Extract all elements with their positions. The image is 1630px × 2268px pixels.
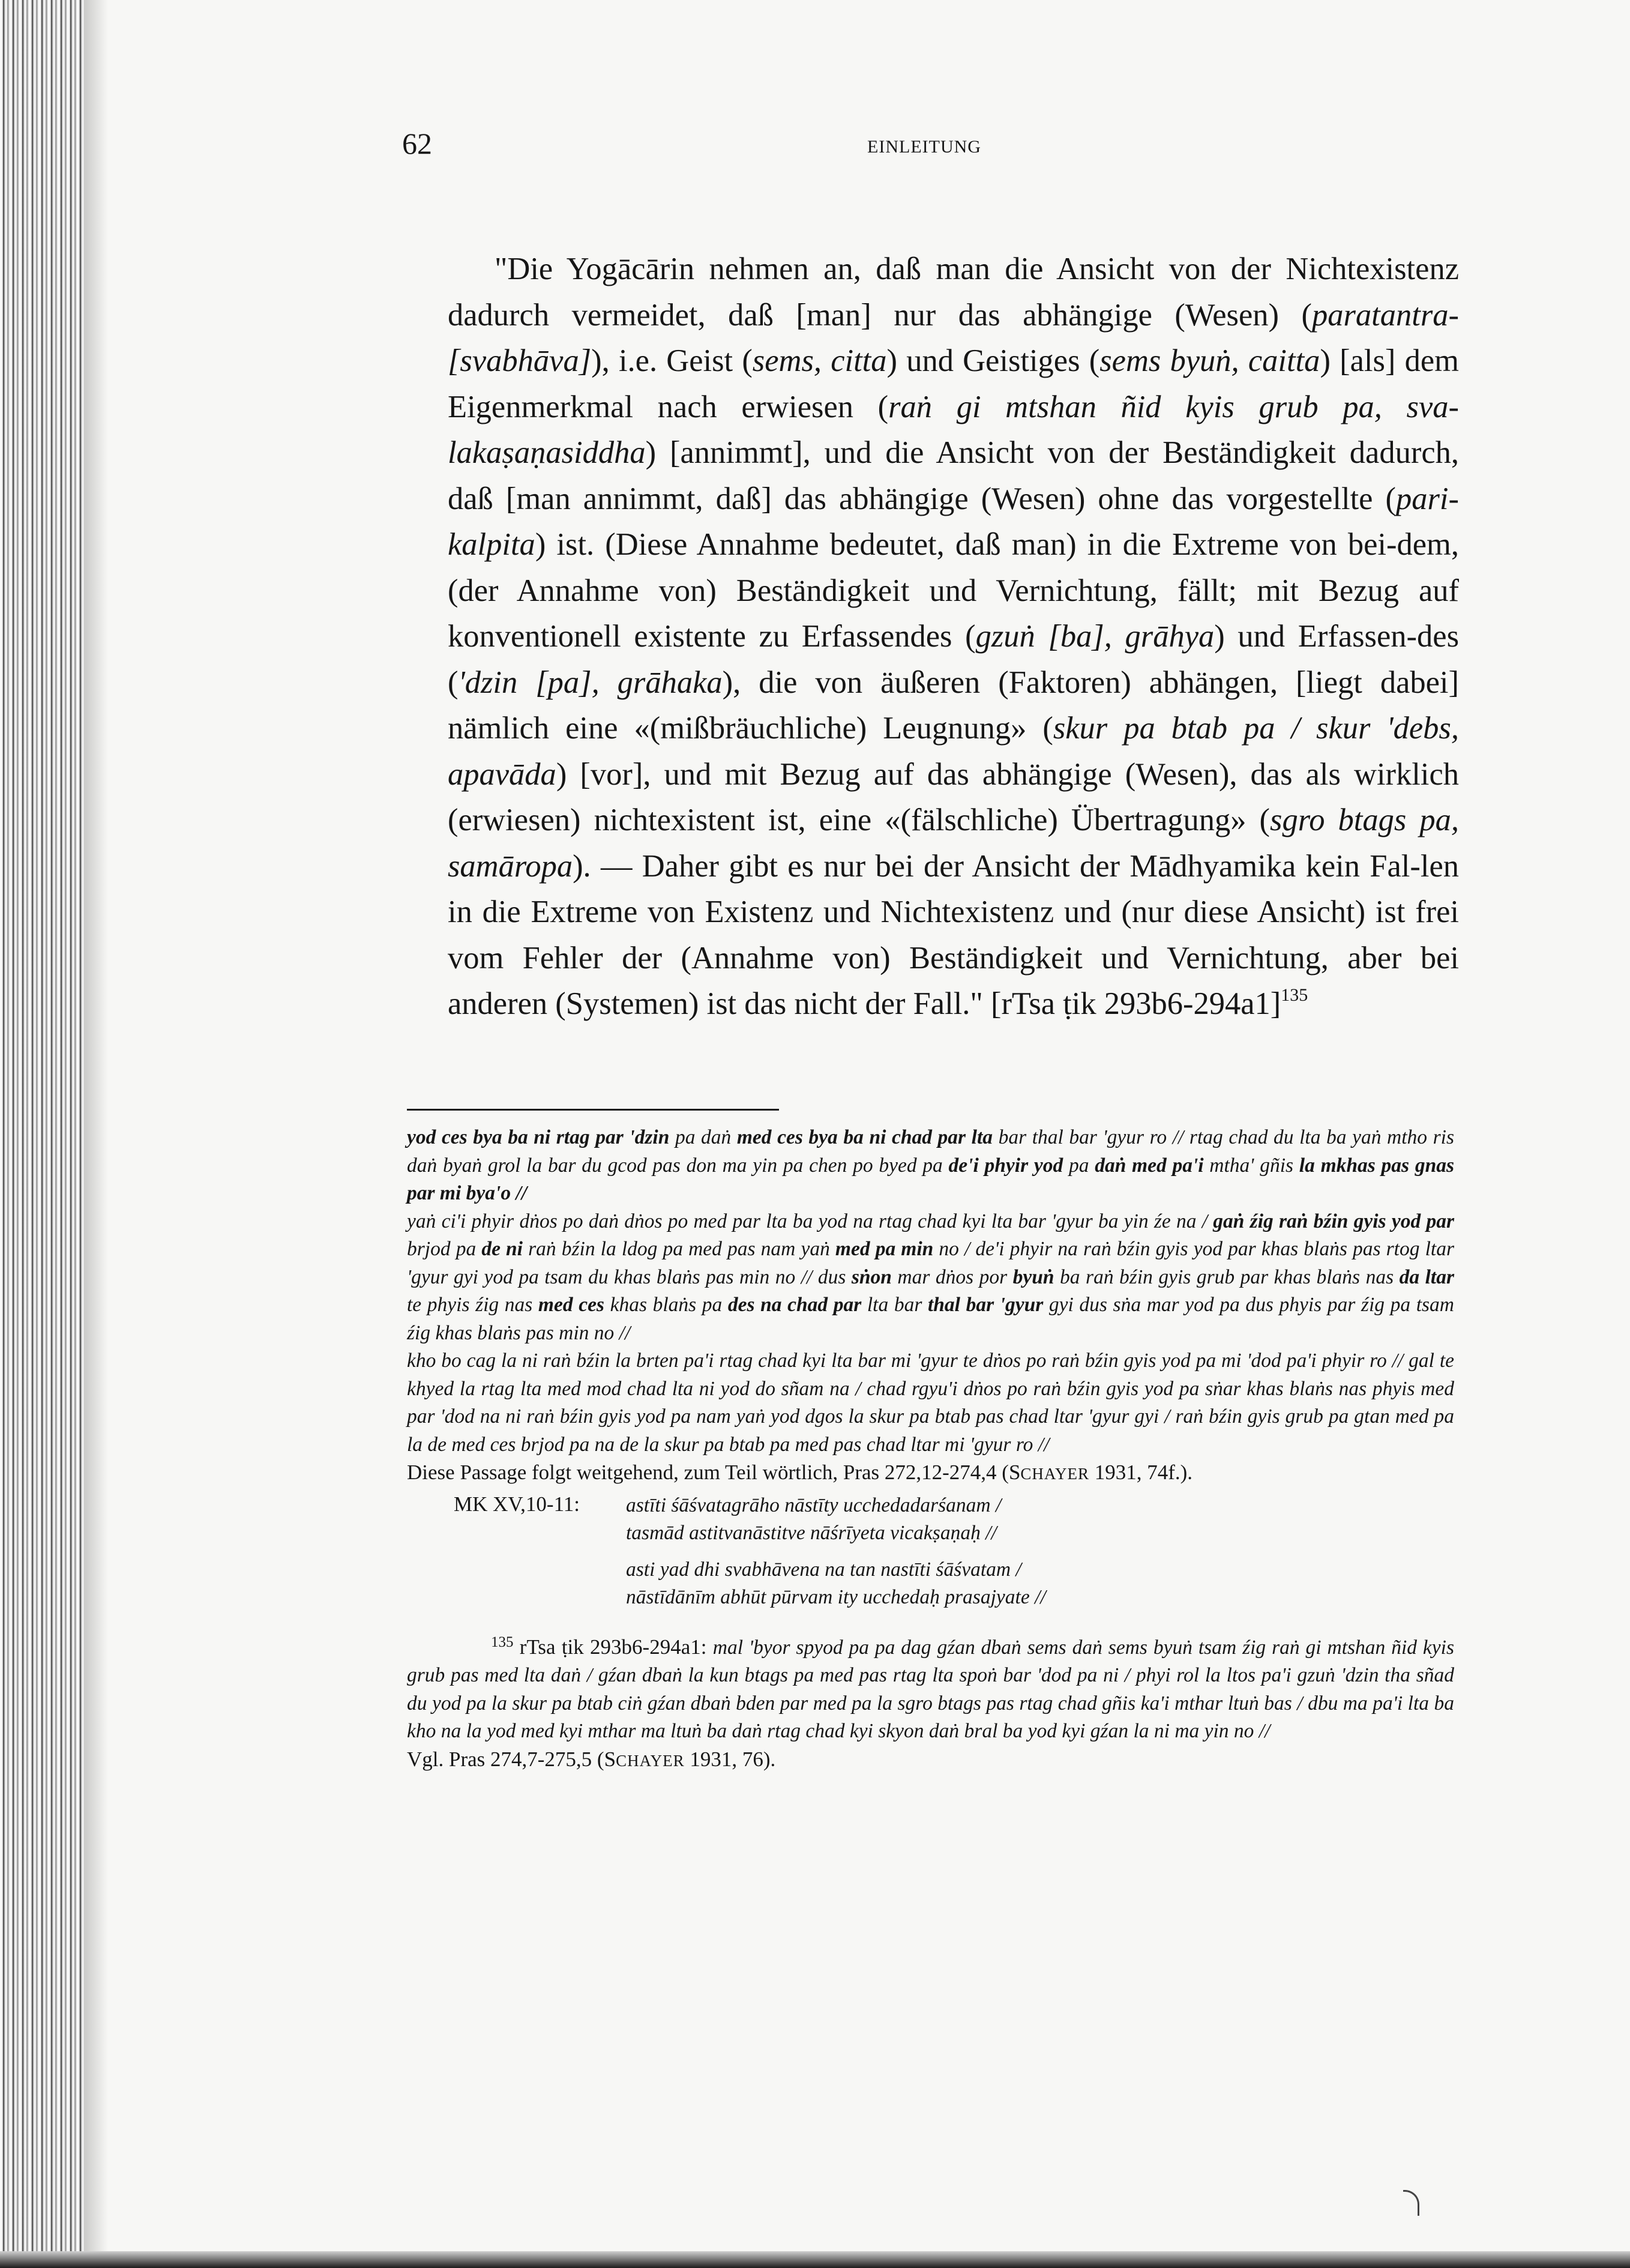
mk-verse-block <box>407 1491 1454 1629</box>
quote-term: pari-kalpita <box>448 481 1459 562</box>
compare-note-text: Vgl. Pras 274,7-275,5 ( <box>407 1747 604 1771</box>
quote-text: ) [als] dem Eigenmerkmal nach erwiesen ( <box>448 343 1459 424</box>
footnote-number: 135 <box>491 1633 514 1650</box>
quote-text: ), die von äußeren (Faktoren) abhängen, [liegt dabei] nämlich eine «(mißbräuchliche) Leugnung» ( <box>448 665 1459 746</box>
tibetan-note-2 <box>407 1208 1454 1348</box>
footnote-135 <box>407 1629 1454 1746</box>
page-header <box>402 126 1446 168</box>
quote-text: ) [vor], und mit Bezug auf das abhängige (Wesen), das als wirklich (erwiesen) nichtexistent ist, eine «(fälschliche) Übertragung» ( <box>448 756 1459 837</box>
footnote-divider <box>407 1109 779 1111</box>
quote-text: ) [annimmt], und die Ansicht von der Beständigkeit dadurch, daß [man annimmt, daß] das abhängige (Wesen) ohne das vorgestellte ( <box>448 435 1459 516</box>
quote-text: "Die Yogācārin nehmen an, daß man die Ansicht von der Nichtexistenz dadurch vermeidet, daß [man] nur das abhängige (Wesen) ( <box>448 252 1459 333</box>
quote-text: ) ist. (Diese Annahme bedeutet, daß man) in die Extreme von bei-dem, (der Annahme von) Beständigkeit und Vernichtung, fällt; mit Bezug auf konventionell existente zu Erfassendes ( <box>448 527 1459 654</box>
note-text: mtha' gñis <box>1203 1154 1299 1177</box>
pencil-mark <box>1403 2190 1419 2216</box>
note-text: pa <box>1063 1154 1095 1177</box>
note-text: mar dṅos por <box>891 1265 1013 1288</box>
quote-text: ). — Daher gibt es nur bei der Ansicht der Mādhyamika kein Fal-len in die Extreme von Existenz und Nichtexistenz und (nur diese Ansicht) ist frei vom Fehler der (Annahme von) Beständigkeit und Vernichtung, aber bei anderen (Systemen) ist das nicht der Fall." [rTsa ṭik 293b6-294a1] <box>448 848 1459 1021</box>
quote-term: paratantra-[svabhāva] <box>448 297 1459 378</box>
quote-text: ), i.e. Geist ( <box>591 343 753 378</box>
author-initial: S <box>604 1747 616 1771</box>
note-text: bar thal bar 'gyur ro // rtag chad du lta ba yaṅ mtho ris daṅ byaṅ grol la bar du gcod pas don ma yin pa chen po byed pa <box>407 1126 1455 1177</box>
quote-term: raṅ gi mtshan ñid kyis grub pa, sva-lakaṣaṇasiddha <box>448 389 1459 470</box>
bold-phrase: byuṅ <box>1012 1265 1054 1288</box>
footnote-text: mal 'byor spyod pa pa dag gźan dbaṅ sems daṅ sems byuṅ tsam źig raṅ gi mtshan ñid kyis grub pas med lta daṅ / gźan dbaṅ la kun btags pa med pas rtag lta spoṅ bar 'dod pa ni / phyi rol la ltos pa'i gzuṅ 'dzin tha sñad du yod pa la skur pa btab ciṅ gźan dbaṅ bden par med pa la sgro btags pas rtag chad gñis ka'i mthar ltuṅ bas / dbu ma pa'i lta ba kho na la yod med kyi mthar ma ltuṅ ba daṅ rtag chad kyi skyon daṅ bral ba yod kyi gźan la ni ma yin no // <box>407 1636 1454 1742</box>
note-text: lta bar <box>861 1294 928 1316</box>
quote-term: gzuṅ [ba], grāhya <box>975 619 1215 654</box>
gutter-shadow <box>84 0 108 2268</box>
bold-phrase: gaṅ źig raṅ bźin gyis yod par <box>1213 1210 1454 1232</box>
source-note-end: 1931, 74f.). <box>1089 1461 1193 1484</box>
bold-phrase: daṅ med pa'i <box>1095 1154 1204 1177</box>
tibetan-note-1 <box>407 1124 1454 1208</box>
quote-text: ) und Geistiges ( <box>886 343 1100 378</box>
mk-label: MK XV,10-11: <box>454 1492 580 1516</box>
bold-phrase: med ces <box>538 1294 604 1316</box>
footnote-reference: 135 <box>1281 985 1308 1005</box>
compare-note-end: 1931, 76). <box>684 1747 776 1771</box>
verse-line: nāstīdānīm abhūt pūrvam ity ucchedaḥ prasajyate // <box>626 1586 1046 1608</box>
running-head: EINLEITUNG <box>867 137 981 157</box>
note-text: ba raṅ bźin gyis grub par khas blaṅs nas <box>1054 1265 1400 1288</box>
note-text: khas blaṅs pa <box>604 1294 728 1316</box>
page-number: 62 <box>402 127 432 160</box>
quote-paragraph <box>448 246 1459 1027</box>
note-text: yaṅ ci'i phyir dṅos po daṅ dṅos po med par lta ba yod na rtag chad kyi lta bar 'gyur ba yin źe na / <box>407 1210 1213 1232</box>
bold-phrase: da ltar <box>1399 1265 1454 1288</box>
footnote-source: rTsa ṭik 293b6-294a1: <box>513 1635 713 1659</box>
note-text: te phyis źig nas <box>407 1294 538 1316</box>
note-text: pa daṅ <box>669 1126 737 1148</box>
bold-phrase: yod ces bya ba ni rtag par 'dzin <box>407 1126 670 1148</box>
bold-phrase: med ces bya ba ni chad par lta <box>736 1126 993 1148</box>
author-smallcaps: CHAYER <box>616 1751 685 1770</box>
note-text: no / de'i phyir na raṅ bźin gyis yod par khas blaṅs pas rtog ltar 'gyur gyi yod pa tsam du khas blaṅs pas min no // dus <box>407 1238 1454 1288</box>
verse-line: asti yad dhi svabhāvena na tan nastīti śāśvatam / <box>626 1558 1021 1581</box>
scan-bottom-edge <box>0 2251 1630 2268</box>
bold-phrase: thal bar 'gyur <box>927 1294 1044 1316</box>
bold-phrase: med pa min <box>835 1238 934 1260</box>
author-initial: S <box>1008 1461 1021 1484</box>
author-smallcaps: CHAYER <box>1020 1465 1089 1483</box>
verse-line: tasmād astitvanāstitve nāśrīyeta vicakṣaṇaḥ // <box>626 1522 997 1544</box>
note-text: raṅ bźin la ldog pa med pas nam yaṅ <box>522 1238 835 1260</box>
quote-term: sems, citta <box>752 343 887 378</box>
bold-phrase: la mkhas pas gnas par mi bya'o // <box>407 1154 1454 1204</box>
bold-phrase: sṅon <box>851 1265 892 1288</box>
verse-line: astīti śāśvatagrāho nāstīty ucchedadarśanam / <box>626 1494 1002 1516</box>
quote-text: ) und Erfassen-des ( <box>448 619 1459 700</box>
quote-term: sems byuṅ, caitta <box>1099 343 1320 378</box>
bold-phrase: des na chad par <box>727 1294 862 1316</box>
quote-term: sgro btags pa, samāropa <box>448 803 1459 884</box>
tibetan-note-3: kho bo cag la ni raṅ bźin la brten pa'i rtag chad kyi lta bar mi 'gyur te dṅos po raṅ bźin gyis yod pa mi 'dod pa'i phyir ro // gal te khyed la rtag lta med mod chad lta ni yod do sñam na / chad rgyu'i dṅos po raṅ bźin gyis yod pa sṅar khas blaṅs nas phyis med par 'dod na ni raṅ bźin gyis yod pa nam yaṅ yod dgos la skur pa btab pas chad ltar 'gyur gyi / raṅ bźin gyis grub pa gtan med pa la de med ces brjod pa na de la skur pa btab pa med pas chad ltar mi 'gyur ro // <box>407 1350 1454 1456</box>
book-page-edge <box>0 0 84 2268</box>
note-text: brjod pa <box>407 1238 482 1260</box>
main-quote <box>448 246 1459 1027</box>
quote-term: 'dzin [pa], grāhaka <box>458 665 723 700</box>
note-text: gyi dus sṅa mar yod pa dus phyis par źig pa tsam źig khas blaṅs pas min no // <box>407 1294 1454 1344</box>
source-note-text: Diese Passage folgt weitgehend, zum Teil wörtlich, Pras 272,12-274,4 ( <box>407 1461 1009 1484</box>
quote-term: skur pa btab pa / skur 'debs, apavāda <box>448 711 1459 792</box>
compare-note <box>407 1746 1454 1775</box>
footnote-area <box>407 1124 1454 1775</box>
mk-verses <box>626 1492 1046 1612</box>
bold-phrase: de ni <box>481 1238 523 1260</box>
bold-phrase: de'i phyir yod <box>948 1154 1063 1177</box>
source-note <box>407 1459 1454 1488</box>
